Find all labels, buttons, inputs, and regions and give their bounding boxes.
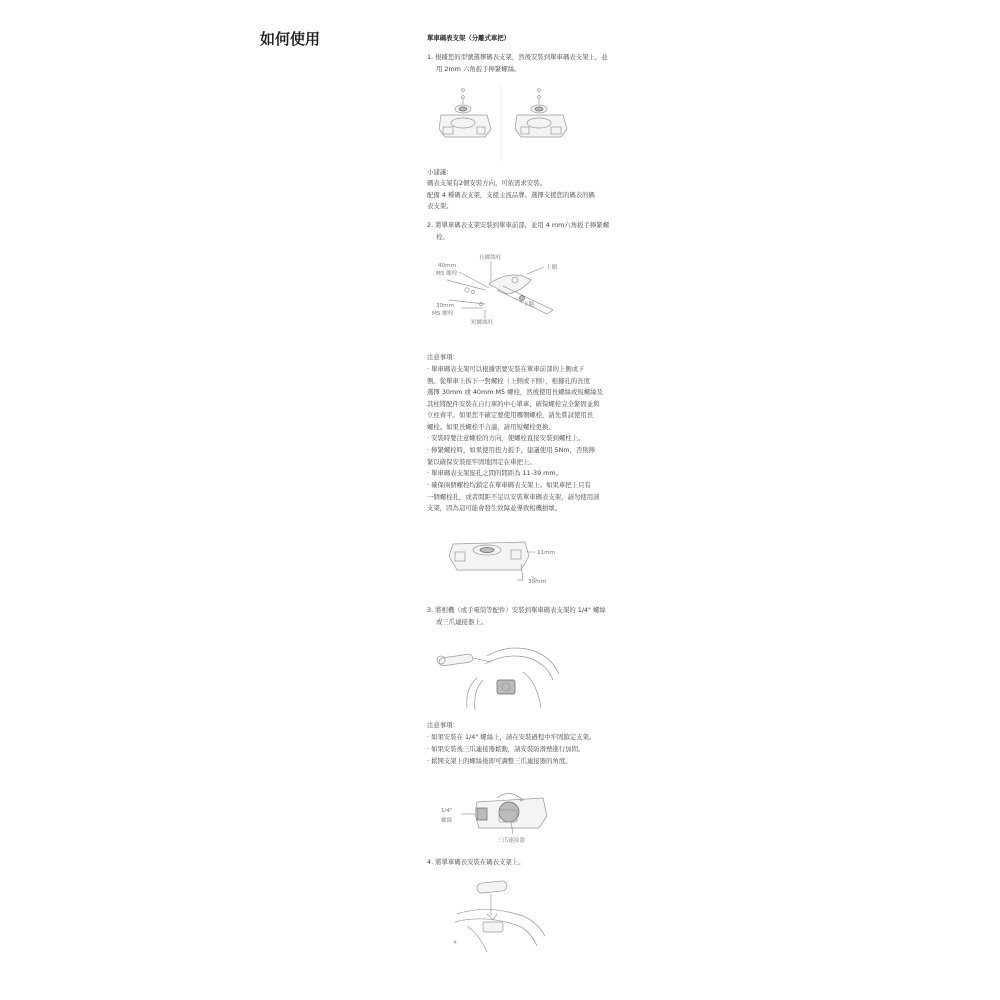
label-30mm: 30mm — [436, 303, 455, 309]
step-1-text: 1. 根據您的型號選擇碼表支架，然後安裝到單車碼表支架上，並 用 2mm 六角扳手擰緊螺絲。 — [427, 53, 608, 73]
label-short-post: 短螺絲柱 — [471, 320, 494, 326]
figure-mount-directions — [427, 85, 577, 161]
figure-screw-connector — [427, 790, 577, 850]
label-screw: 螺絲 — [441, 818, 453, 824]
page-title: 如何使用 — [260, 30, 321, 48]
note-1-item-1: · 單車碼表支架可以根據需要安裝在單車前部的上側或下 側。從單車上拆下一對螺栓（上側或下側），根據孔的長度 選擇 30mm 或 40mm M5 螺栓，然後使用長螺絲或短螺絲及 其柱將配件安裝在自行車的中心單車，確保螺栓完全緊固並與 立柱齊平。如果您不確定要使用哪個螺栓，請先嘗試使用長 螺栓。如果長螺栓不合適，請用短螺栓更換。 — [427, 365, 603, 431]
label-40mm-m5-bolt: M5 螺栓 — [436, 271, 458, 277]
figure-hole-spacing — [427, 528, 577, 592]
mount-variant-left — [439, 89, 491, 137]
note-1-item-3: · 擰緊螺栓時，如果使用扭力扳手，建議使用 5Nm，否則擰 緊以確保安裝座牢固地固定在車把上。 — [427, 446, 596, 466]
mount-variant-right — [515, 89, 567, 137]
step-3-text: 3. 將相機（或手電筒等配件）安裝到單車碼表支架的 1/4" 螺絲 或三爪連接器上。 — [427, 606, 606, 626]
label-bottom-side: 下側 — [523, 302, 535, 308]
figure-computer-install — [427, 876, 577, 956]
notes-2-heading: 注意事項： — [427, 721, 459, 729]
figure-bolt-install — [427, 250, 557, 330]
step-2-text: 2. 將單車碼表支架安裝到單車前部，並用 4 mm六角扳手擰緊螺 栓。 — [427, 221, 610, 241]
note-2-item-2: · 如果安裝後三爪連接器鬆動，請安裝防滑墊進行加固。 — [427, 745, 585, 753]
label-top-side: 上側 — [546, 265, 557, 271]
note-1-item-2: · 安裝時要注意螺栓的方向，使螺栓直接安裝到螺柱上。 — [427, 434, 585, 442]
label-long-post: 長螺絲柱 — [479, 255, 502, 261]
note-2-item-1: · 如果安裝在 1/4" 螺絲上，請在安裝過程中牢固鎖定支架。 — [427, 733, 596, 741]
tip-heading: 小建議： — [427, 168, 453, 176]
label-three-claw-connector: 三爪連接器 — [497, 838, 525, 844]
notes-1-heading: 注意事項： — [427, 353, 459, 361]
section-title: 單車碼表支架（分離式車把） — [427, 34, 511, 42]
note-1-item-4: · 單車碼表支架座孔之間的間距為 11-39 mm。 — [427, 469, 563, 477]
label-min-spacing: 11mm — [537, 550, 556, 556]
figure-camera-mount — [427, 638, 577, 714]
step-4-text: 4. 將單車碼表安裝在碼表支架上。 — [427, 858, 525, 866]
label-max-spacing: 39mm — [528, 579, 547, 585]
tip-body: 碼表支架有2個安裝方向，可依需求安裝。 配備 4 種碼表支架，支援主流品牌。選擇支援您的碼表的碼 表支架。 — [427, 179, 595, 211]
label-40mm: 40mm — [438, 263, 457, 269]
label-30mm-m5-bolt: M5 螺栓 — [432, 311, 454, 317]
note-2-item-3: · 鬆開支架上的螺絲後即可調整三爪連接器的角度。 — [427, 757, 572, 765]
label-quarter-inch: 1/4" — [441, 808, 453, 814]
note-1-item-5: · 確保兩個螺栓均鎖定在單車碼表支架上。如果車把上只有 一個螺栓孔，或者間距不足以安裝單車碼表支架，請勿使用該 支架，因為這可能會發生故障並導致相機損壞。 — [427, 481, 600, 513]
